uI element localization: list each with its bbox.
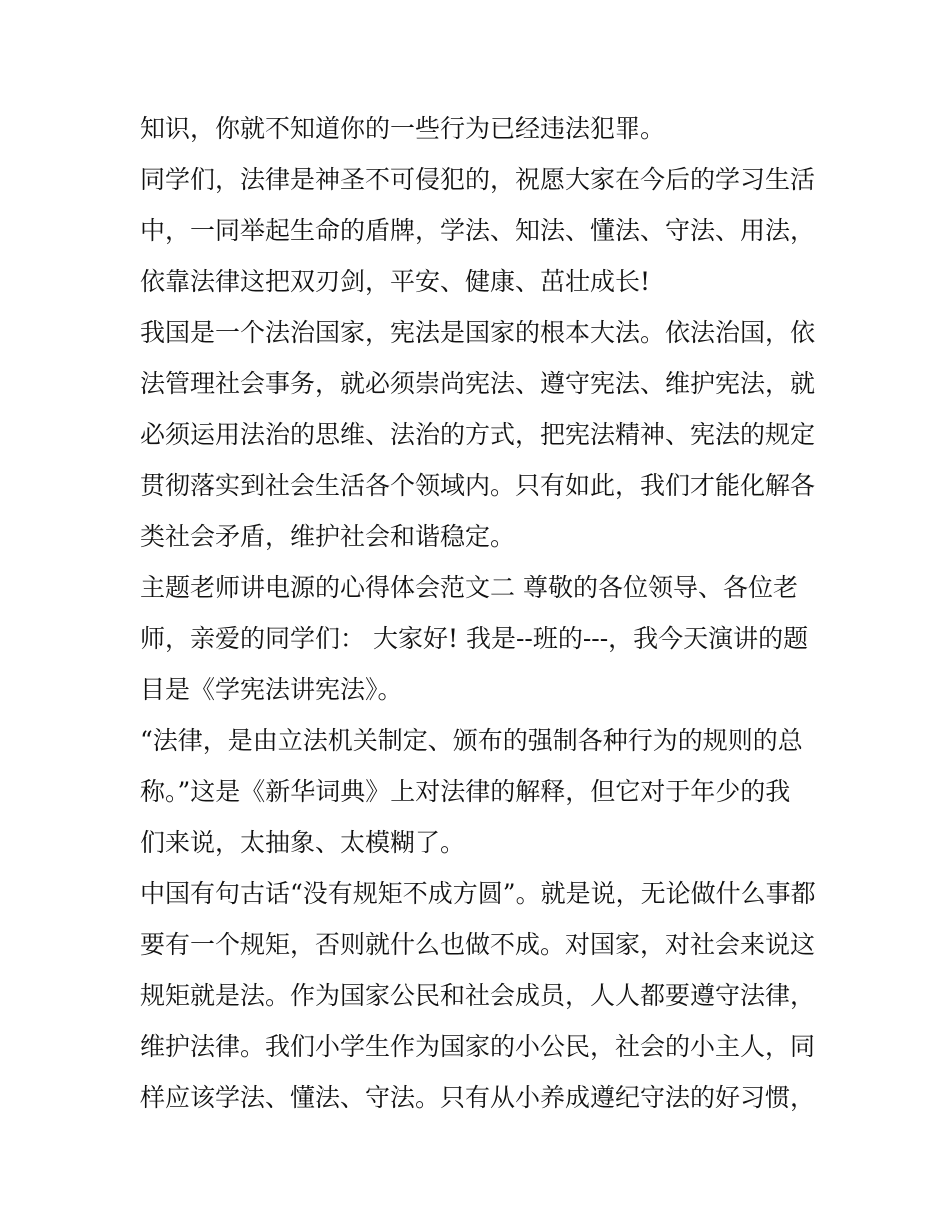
- text-line: 样应该学法、懂法、守法。只有从小养成遵纪守法的好习惯，: [140, 1083, 816, 1112]
- text-line: 中，一同举起生命的盾牌，学法、知法、懂法、守法、用法，: [140, 216, 816, 245]
- text-line: 知识，你就不知道你的一些行为已经违法犯罪。: [140, 114, 666, 143]
- text-line: 同学们，法律是神圣不可侵犯的，祝愿大家在今后的学习生活: [140, 165, 816, 194]
- text-line: 法管理社会事务，就必须崇尚宪法、遵守宪法、维护宪法，就: [140, 369, 816, 398]
- text-line: “法律，是由立法机关制定、颁布的强制各种行为的规则的总: [140, 726, 803, 755]
- text-line: 中国有句古话“没有规矩不成方圆”。就是说，无论做什么事都: [140, 879, 816, 908]
- text-line: 依靠法律这把双刃剑，平安、健康、茁壮成长!: [140, 267, 651, 296]
- text-line: 目是《学宪法讲宪法》。: [140, 675, 403, 704]
- text-line: 主题老师讲电源的心得体会范文二 尊敬的各位领导、各位老: [140, 573, 798, 602]
- text-line: 们来说，太抽象、太模糊了。: [140, 828, 466, 857]
- text-line: 规矩就是法。作为国家公民和社会成员，人人都要遵守法律，: [140, 981, 816, 1010]
- text-line: 必须运用法治的思维、法治的方式，把宪法精神、宪法的规定: [140, 420, 816, 449]
- text-line: 称。”这是《新华词典》上对法律的解释，但它对于年少的我: [140, 777, 791, 806]
- text-line: 师，亲爱的同学们： 大家好! 我是--班的---，我今天演讲的题: [140, 624, 809, 653]
- text-line: 类社会矛盾，维护社会和谐稳定。: [140, 522, 516, 551]
- document-body: [140, 103, 820, 1123]
- text-line: 我国是一个法治国家，宪法是国家的根本大法。依法治国，依: [140, 318, 816, 347]
- text-line: 要有一个规矩，否则就什么也做不成。对国家，对社会来说这: [140, 930, 816, 959]
- text-line: 贯彻落实到社会生活各个领域内。只有如此，我们才能化解各: [140, 471, 816, 500]
- text-line: 维护法律。我们小学生作为国家的小公民，社会的小主人，同: [140, 1032, 816, 1061]
